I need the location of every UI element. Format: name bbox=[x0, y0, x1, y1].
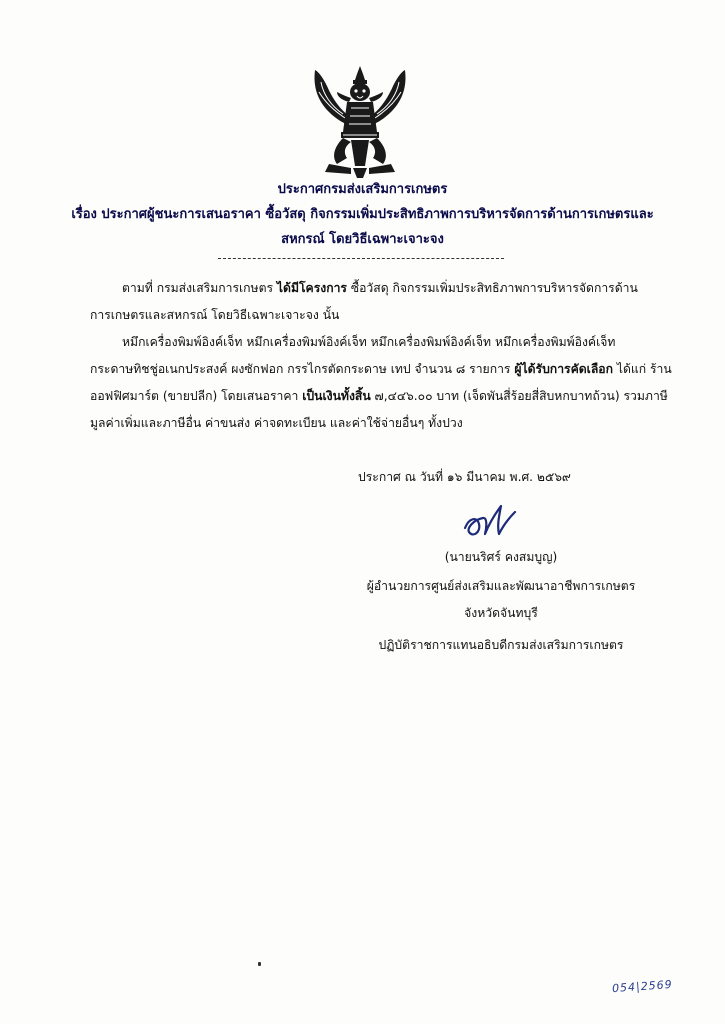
body-paragraph-line-4 bbox=[90, 360, 672, 379]
body-paragraph-line-5 bbox=[90, 387, 668, 406]
announcement-subject-line-1: เรื่อง ประกาศผู้ชนะการเสนอราคา ซื้อวัสดุ กิจกรรมเพิ่มประสิทธิภาพการบริหารจัดการด้านการเกษตรและ bbox=[71, 207, 654, 222]
body-text: ได้แก่ ร้าน bbox=[612, 362, 672, 376]
body-text: ๗,๔๔๖.๐๐ บาท (เจ็ดพันสี่ร้อยสี่สิบหกบาทถ้วน) รวมภาษี bbox=[370, 389, 668, 403]
body-text: กระดาษทิชชู่อเนกประสงค์ ผงซักฟอก กรรไกรตัดกระดาษ เทป จำนวน ๘ รายการ bbox=[90, 362, 515, 376]
stray-ink-mark bbox=[258, 962, 261, 966]
announcement-date: ประกาศ ณ วันที่ ๑๖ มีนาคม พ.ศ. ๒๕๖๙ bbox=[358, 470, 571, 484]
body-text: ซื้อวัสดุ กิจกรรมเพิ่มประสิทธิภาพการบริหารจัดการด้าน bbox=[346, 281, 638, 295]
body-emphasis: ได้มีโครงการ bbox=[276, 281, 347, 295]
signatory-position-line-1: ผู้อำนวยการศูนย์ส่งเสริมและพัฒนาอาชีพการเกษตร bbox=[366, 579, 636, 593]
garuda-emblem-icon bbox=[307, 66, 413, 178]
handwritten-reference-number: 054|2569 bbox=[611, 977, 674, 996]
body-paragraph-line-6: มูลค่าเพิ่มและภาษีอื่น ค่าขนส่ง ค่าจดทะเบียน และค่าใช้จ่ายอื่นๆ ทั้งปวง bbox=[90, 416, 463, 430]
body-text: ตามที่ กรมส่งเสริมการเกษตร bbox=[122, 281, 277, 295]
body-emphasis: ผู้ได้รับการคัดเลือก bbox=[514, 362, 613, 376]
announcement-title: ประกาศกรมส่งเสริมการเกษตร bbox=[277, 182, 448, 197]
signatory-position-line-2: จังหวัดจันทบุรี bbox=[464, 606, 538, 620]
signatory-name: (นายนริศร์ คงสมบูญ) bbox=[444, 550, 558, 564]
body-text: ออฟฟิศมาร์ต (ขายปลีก) โดยเสนอราคา bbox=[90, 389, 303, 403]
body-emphasis: เป็นเงินทั้งสิ้น bbox=[302, 389, 371, 403]
dashed-divider bbox=[218, 258, 504, 259]
body-paragraph-line-3: หมึกเครื่องพิมพ์อิงค์เจ็ท หมึกเครื่องพิมพ์อิงค์เจ็ท หมึกเครื่องพิมพ์อิงค์เจ็ท หมึกเครื่องพิมพ์อิงค์เจ็ท bbox=[122, 335, 616, 349]
signatory-position-line-3: ปฏิบัติราชการแทนอธิบดีกรมส่งเสริมการเกษตร bbox=[378, 638, 624, 652]
body-paragraph-line-2: การเกษตรและสหกรณ์ โดยวิธีเฉพาะเจาะจง นั้น bbox=[90, 308, 340, 322]
announcement-subject-line-2: สหกรณ์ โดยวิธีเฉพาะเจาะจง bbox=[281, 232, 444, 247]
handwritten-signature bbox=[455, 498, 527, 546]
body-paragraph-line-1 bbox=[122, 279, 638, 298]
